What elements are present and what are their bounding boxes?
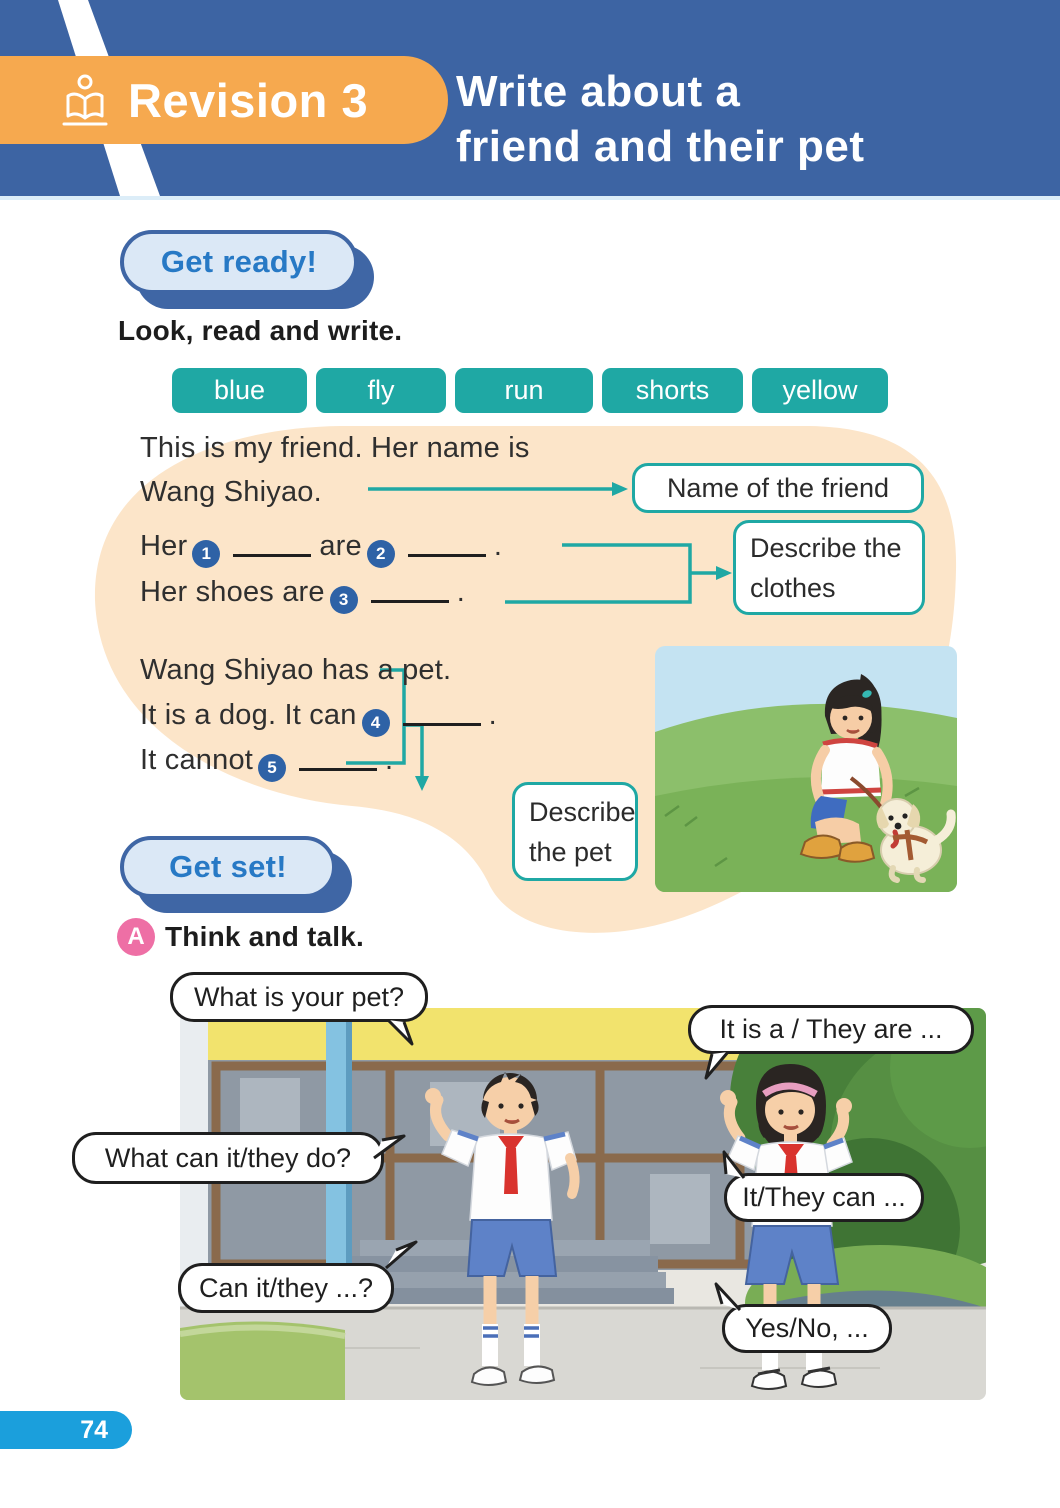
blank-4[interactable]	[403, 699, 481, 726]
bubble-text: What is your pet?	[193, 981, 405, 1012]
passage-line4	[140, 576, 465, 614]
callout-pet-line2: the pet	[529, 836, 612, 867]
page-title-line1: Write about a	[456, 67, 741, 116]
blank-5[interactable]	[299, 744, 377, 771]
section-get-set	[120, 836, 336, 898]
bubble-text: It/They can ...	[742, 1182, 906, 1212]
bubble-text: Yes/No, ...	[745, 1313, 869, 1343]
word-chip-fly: fly	[316, 368, 446, 413]
activity-a-badge: A	[117, 918, 155, 956]
bubble-text: It is a / They are ...	[719, 1014, 943, 1044]
number-circle-2: 2	[367, 540, 395, 568]
bubble-text: Can it/they ...?	[198, 1272, 374, 1303]
speech-bubble-can-it-they	[178, 1263, 394, 1313]
activity1-instruction: Look, read and write.	[118, 315, 403, 346]
blank-2[interactable]	[408, 530, 486, 557]
word-chip-yellow: yellow	[752, 368, 888, 413]
callout-name-of-friend	[632, 463, 924, 513]
get-ready-label: Get ready!	[120, 230, 358, 294]
passage-line5: Wang Shiyao has a pet.	[140, 654, 452, 686]
speech-tail	[716, 1148, 750, 1182]
line7-period: .	[385, 744, 394, 776]
speech-tail	[712, 1280, 746, 1314]
speech-bubble-yes-no	[722, 1304, 892, 1353]
callout-pet-line1: Describe	[529, 796, 636, 827]
passage-line3	[140, 530, 502, 568]
word-chip-shorts: shorts	[602, 368, 743, 413]
page-title-line2: friend and their pet	[456, 122, 865, 171]
activity2-instruction: Think and talk.	[165, 921, 365, 952]
number-circle-1: 1	[192, 540, 220, 568]
number-circle-4: 4	[362, 709, 390, 737]
callout-describe-pet	[512, 782, 638, 881]
speech-bubble-it-is-a-they-are	[688, 1005, 974, 1054]
get-set-label: Get set!	[120, 836, 336, 898]
line6-period: .	[488, 699, 497, 731]
callout-name-text: Name of the friend	[666, 473, 890, 503]
word-chip-blue: blue	[172, 368, 307, 413]
callout-clothes-line1: Describe the	[750, 532, 902, 563]
girl-and-dog-illustration	[655, 646, 957, 892]
speech-bubble-it-they-can	[724, 1173, 924, 1222]
word-bank	[172, 368, 888, 413]
word-chip-run: run	[455, 368, 593, 413]
callout-describe-clothes	[733, 520, 925, 615]
speech-tail	[372, 1130, 408, 1164]
section-get-ready	[120, 230, 358, 294]
callout-clothes-line2: clothes	[750, 572, 836, 603]
blank-1[interactable]	[233, 530, 311, 557]
speech-tail	[384, 1238, 420, 1272]
bubble-text: What can it/they do?	[104, 1142, 352, 1173]
line3-text: Her	[140, 530, 188, 562]
passage-line1: This is my friend. Her name is	[140, 432, 530, 464]
speech-tail	[700, 1050, 734, 1084]
line3-mid: are	[319, 530, 362, 562]
number-circle-5: 5	[258, 754, 286, 782]
line6-text: It is a dog. It can	[140, 699, 357, 731]
line4-text: Her shoes are	[140, 576, 325, 608]
speech-tail	[382, 1018, 416, 1052]
page-number: 74	[80, 1415, 108, 1444]
passage-line7	[140, 744, 393, 782]
number-circle-3: 3	[330, 586, 358, 614]
line4-period: .	[456, 576, 466, 608]
passage-line6	[140, 699, 497, 737]
blank-3[interactable]	[371, 576, 449, 603]
speech-bubble-what-can-it-they-do	[72, 1132, 384, 1184]
page-number-tab	[0, 1411, 132, 1449]
line7-text: It cannot	[140, 744, 254, 776]
speech-bubble-what-is-your-pet	[170, 972, 428, 1022]
passage-line2: Wang Shiyao.	[140, 476, 322, 508]
revision-badge-label: Revision 3	[128, 73, 369, 127]
line3-period: .	[493, 530, 503, 562]
